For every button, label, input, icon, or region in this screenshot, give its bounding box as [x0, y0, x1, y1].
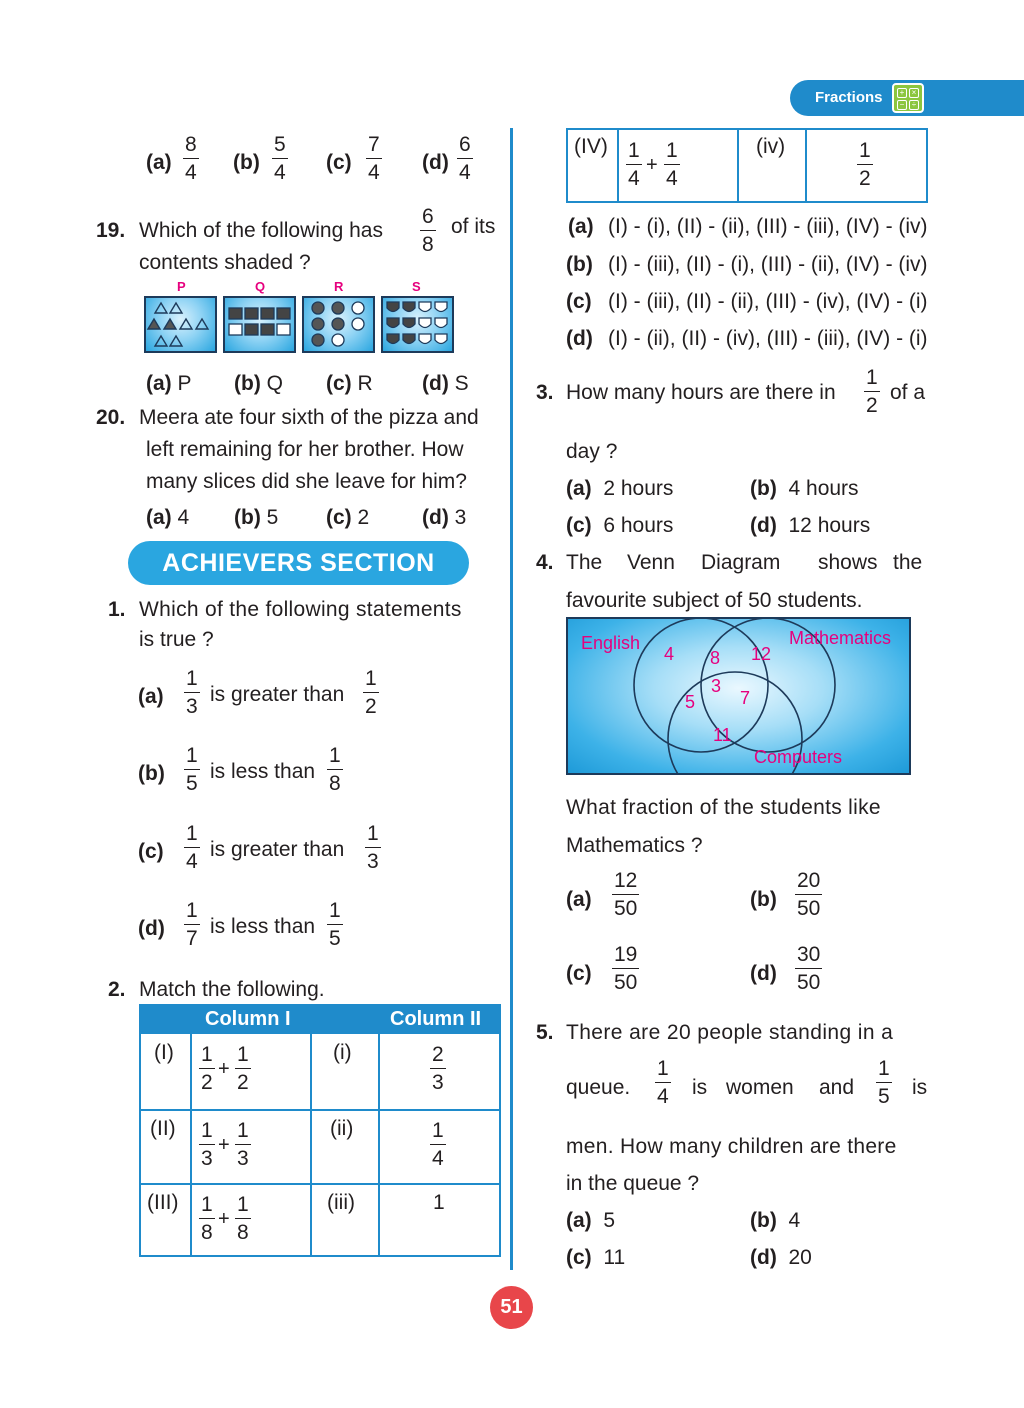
option-d: (d) 12 hours [750, 514, 871, 537]
question-word: shows [818, 551, 878, 574]
relation-text: is greater than [210, 683, 345, 706]
plus-sign: + [646, 154, 658, 176]
figure-r-circles [302, 296, 375, 353]
table-divider [737, 128, 739, 203]
question-number: 2. [108, 978, 126, 1001]
question-text: is true ? [139, 628, 214, 651]
venn-value: 3 [711, 676, 722, 696]
question-text: contents shaded ? [139, 251, 311, 274]
figure-p-triangles [144, 296, 217, 353]
question-text: of a [890, 381, 926, 404]
fraction: $\frac{1}{4}$ [666, 139, 678, 190]
question-text: men. How many children are there [566, 1135, 897, 1158]
column-divider [510, 128, 513, 1270]
option-label: (b) [566, 253, 593, 276]
fraction: $\frac{1}{4}$ [657, 1057, 669, 1108]
page-number: 51 [490, 1286, 533, 1329]
fraction: $\frac{1}{7}$ [186, 899, 198, 950]
option-b: (b) 4 [750, 1209, 801, 1232]
fraction: $\frac{5}{4}$ [274, 133, 286, 184]
relation-text: is less than [210, 915, 316, 938]
row-label: (ii) [330, 1117, 354, 1140]
question-text: left remaining for her brother. How [146, 438, 464, 461]
option-label: (c) [326, 151, 352, 174]
table-divider [617, 128, 619, 203]
question-word: the [893, 551, 923, 574]
option-c: (c) 6 hours [566, 514, 674, 537]
venn-diagram [566, 617, 911, 775]
venn-value: 5 [685, 692, 696, 712]
option-a: (a) P [146, 372, 192, 395]
fraction: $\frac{8}{4}$ [185, 133, 197, 184]
figure-label: Q [255, 279, 266, 294]
fraction: $\frac{1}{8}$ [201, 1193, 213, 1244]
venn-label-computers: Computers [754, 747, 843, 767]
fraction: $\frac{1}{2}$ [866, 366, 878, 417]
option-label: (a) [566, 888, 592, 911]
question-text: There are 20 people standing in a [566, 1021, 894, 1044]
option-label: (a) [138, 685, 164, 708]
fraction: $\frac{1}{3}$ [186, 667, 198, 718]
question-text: day ? [566, 440, 618, 463]
venn-value: 8 [710, 648, 721, 668]
question-word: women [726, 1076, 794, 1099]
match-table-continued [566, 128, 928, 203]
figure-label: S [412, 279, 421, 294]
figure-label: R [334, 279, 344, 294]
question-text: in the queue ? [566, 1172, 700, 1195]
question-text: How many hours are there in [566, 381, 836, 404]
section-banner: ACHIEVERS SECTION [128, 541, 469, 585]
fraction: $\frac{6}{8}$ [422, 205, 434, 256]
question-number: 19. [96, 219, 126, 242]
table-divider [378, 1034, 380, 1257]
question-text: Meera ate four sixth of the pizza and [139, 406, 479, 429]
figure-label: P [177, 279, 186, 294]
match-table [139, 1004, 501, 1257]
venn-value: 11 [713, 725, 732, 745]
fraction: $\frac{1}{2}$ [201, 1043, 213, 1094]
venn-value: 4 [664, 644, 675, 664]
option-b: (b) 5 [234, 506, 279, 529]
fraction: $\frac{6}{4}$ [459, 133, 471, 184]
option-b: (b) 4 hours [750, 477, 859, 500]
question-number: 1. [108, 598, 126, 621]
figure-s-shields [381, 296, 454, 353]
question-word: The [566, 551, 603, 574]
question-text: Match the following. [139, 978, 325, 1001]
fraction: $\frac{20}{50}$ [797, 869, 821, 920]
plus-sign: + [218, 1134, 230, 1156]
question-text: Which of the following statements [139, 598, 462, 621]
row-label: (iv) [756, 135, 786, 158]
row-label: (IV) [574, 135, 608, 158]
table-divider [805, 128, 807, 203]
question-text: of its [451, 215, 496, 238]
option-label: (a) [146, 151, 172, 174]
relation-text: is greater than [210, 838, 345, 861]
row-label: (iii) [327, 1191, 355, 1214]
venn-value: 7 [740, 688, 751, 708]
fraction: $\frac{30}{50}$ [797, 943, 821, 994]
column-header: Column I [205, 1008, 291, 1030]
option-c: (c) 2 [326, 506, 370, 529]
table-divider [310, 1034, 312, 1257]
question-word: is [912, 1076, 928, 1099]
plus-sign: + [218, 1058, 230, 1080]
fraction: $\frac{1}{5}$ [329, 899, 341, 950]
question-text: many slices did she leave for him? [146, 470, 467, 493]
option-label: (c) [566, 290, 592, 313]
venn-label-mathematics: Mathematics [789, 628, 892, 648]
chapter-title: Fractions [815, 89, 883, 106]
question-word: is [692, 1076, 708, 1099]
option-a: (a) 2 hours [566, 477, 674, 500]
option-c: (c) R [326, 372, 373, 395]
option-c: (c) 11 [566, 1246, 626, 1269]
fraction: $\frac{12}{50}$ [614, 869, 638, 920]
calculator-icon: + × − ÷ [892, 83, 924, 113]
fraction: $\frac{1}{5}$ [878, 1057, 890, 1108]
option-d: (d) 20 [750, 1246, 812, 1269]
fraction: $\frac{1}{8}$ [329, 744, 341, 795]
fraction: $\frac{1}{4}$ [432, 1119, 444, 1170]
fraction: $\frac{1}{3}$ [201, 1119, 213, 1170]
table-divider [139, 1109, 501, 1111]
option-b: (b) Q [234, 372, 284, 395]
fraction: $\frac{1}{2}$ [859, 139, 871, 190]
fraction: $\frac{1}{2}$ [365, 667, 377, 718]
plus-sign: + [218, 1208, 230, 1230]
figure-q-rectangles [223, 296, 296, 353]
question-word: queue. [566, 1076, 631, 1099]
option-label: (c) [566, 962, 592, 985]
question-number: 5. [536, 1021, 554, 1044]
option-label: (b) [750, 888, 777, 911]
question-number: 3. [536, 381, 554, 404]
option-label: (d) [422, 151, 449, 174]
option-text: (I) - (ii), (II) - (iv), (III) - (iii), (IV) - (i) [608, 327, 928, 350]
option-text: (I) - (i), (II) - (ii), (III) - (iii), (IV) - (iv) [608, 215, 928, 238]
question-text: favourite subject of 50 students. [566, 589, 863, 612]
fraction: $\frac{1}{5}$ [186, 744, 198, 795]
option-label: (d) [138, 917, 165, 940]
question-word: Venn [627, 551, 675, 574]
table-divider [190, 1034, 192, 1257]
option-text: (I) - (iii), (II) - (ii), (III) - (iv), (IV) - (i) [608, 290, 928, 313]
fraction: $\frac{1}{3}$ [367, 822, 379, 873]
option-label: (b) [138, 762, 165, 785]
option-a: (a) 4 [146, 506, 190, 529]
column-header: Column II [390, 1008, 482, 1030]
table-divider [139, 1183, 501, 1185]
option-label: (c) [138, 840, 164, 863]
option-d: (d) 3 [422, 506, 467, 529]
row-label: (I) [154, 1041, 174, 1064]
question-number: 4. [536, 551, 554, 574]
venn-label-english: English [581, 633, 641, 653]
fraction: $\frac{19}{50}$ [614, 943, 638, 994]
option-d: (d) S [422, 372, 469, 395]
row-label: (II) [150, 1117, 176, 1140]
answer-value: 1 [433, 1191, 445, 1214]
question-text: Which of the following has [139, 219, 383, 242]
option-label: (d) [750, 962, 777, 985]
question-text: Mathematics ? [566, 834, 703, 857]
question-text: What fraction of the students like [566, 796, 881, 819]
relation-text: is less than [210, 760, 316, 783]
option-label: (d) [566, 327, 593, 350]
fraction: $\frac{1}{3}$ [237, 1119, 249, 1170]
question-word: Diagram [701, 551, 781, 574]
option-label: (a) [568, 215, 594, 238]
fraction: $\frac{7}{4}$ [368, 133, 380, 184]
fraction: $\frac{1}{2}$ [237, 1043, 249, 1094]
question-word: and [819, 1076, 855, 1099]
row-label: (III) [147, 1191, 179, 1214]
fraction: $\frac{2}{3}$ [432, 1043, 444, 1094]
row-label: (i) [333, 1041, 352, 1064]
option-a: (a) 5 [566, 1209, 616, 1232]
venn-value: 12 [751, 644, 772, 664]
question-number: 20. [96, 406, 126, 429]
fraction: $\frac{1}{8}$ [237, 1193, 249, 1244]
fraction: $\frac{1}{4}$ [186, 822, 198, 873]
fraction: $\frac{1}{4}$ [628, 139, 640, 190]
option-text: (I) - (iii), (II) - (i), (III) - (ii), (IV) - (iv) [608, 253, 928, 276]
option-label: (b) [233, 151, 260, 174]
